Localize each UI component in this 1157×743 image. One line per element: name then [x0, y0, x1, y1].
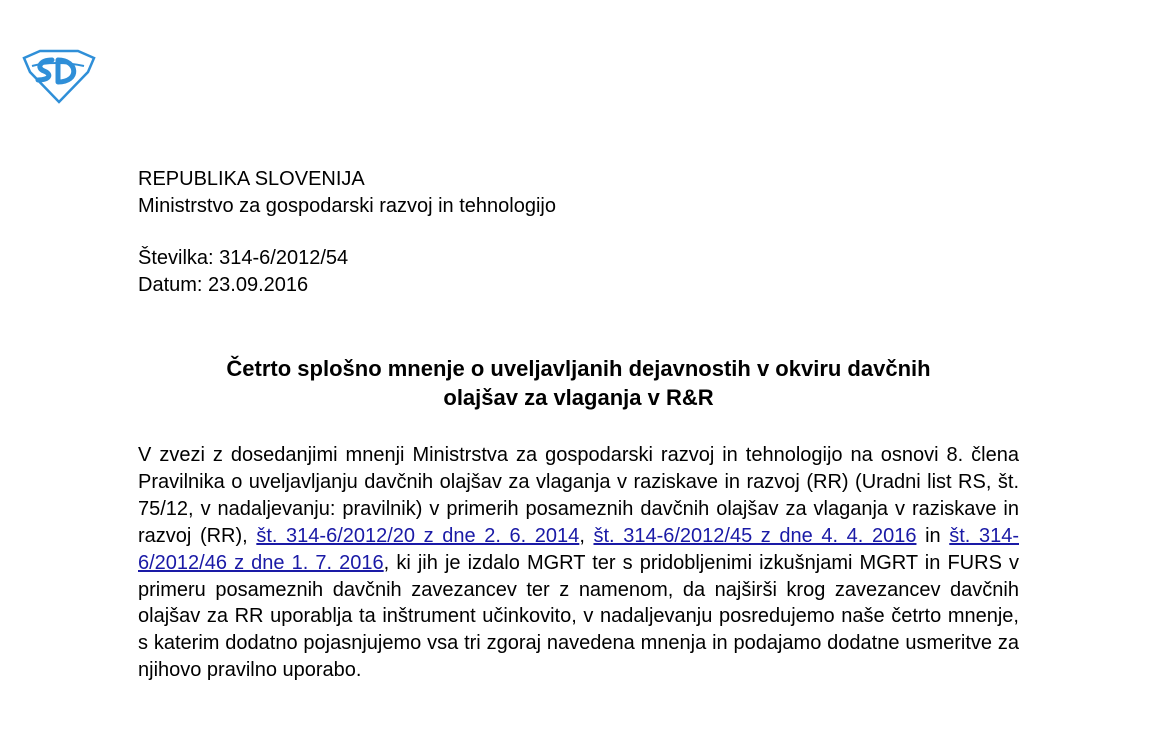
body-separator-1: ,: [579, 524, 594, 547]
body-paragraph: [138, 442, 1019, 684]
letterhead: [138, 166, 556, 220]
opinion-link-2[interactable]: št. 314-6/2012/45 z dne 4. 4. 2016: [593, 524, 917, 547]
document-meta: [138, 245, 348, 299]
sd-logo-icon: [22, 48, 96, 104]
body-text-part1: V zvezi z dosedanjimi mnenji Ministrstva za gospodarski razvoj in tehnologijo na osnovi 8. člena Pravilnika o uveljavljanju davčnih olajšav za vlaganja v raziskave in razvoj (RR) (Uradni list RS, št. 75/12, v nadaljevanju: pravilnik) v primerih posameznih davčnih olajšav za vlaganja v raziskave in razvoj (RR),: [138, 444, 1019, 547]
document-title: [138, 354, 1019, 412]
opinion-link-1[interactable]: št. 314-6/2012/20 z dne 2. 6. 2014: [256, 524, 580, 547]
body-separator-2: in: [916, 524, 950, 547]
document-number: Številka: 314-6/2012/54: [138, 247, 349, 269]
republic-name: REPUBLIKA SLOVENIJA: [138, 168, 365, 190]
ministry-name: Ministrstvo za gospodarski razvoj in tehnologijo: [138, 195, 556, 217]
document-date: Datum: 23.09.2016: [138, 274, 309, 296]
body-text-part2: , ki jih je izdalo MGRT ter s pridobljenimi izkušnjami MGRT in FURS v primeru posameznih davčnih zavezancev ter z namenom, da najširši krog zavezancev davčnih olajšav za RR uporablja ta inštrument učinkovito, v nadaljevanju posredujemo naše četrto mnenje, s katerim dodatno pojasnjujemo vsa tri zgoraj navedena mnenja in podajamo dodatne usmeritve za njihovo pravilno uporabo.: [138, 551, 1019, 682]
title-line-1: Četrto splošno mnenje o uveljavljanih dejavnostih v okviru davčnih: [226, 356, 931, 381]
title-line-2: olajšav za vlaganja v R&R: [443, 385, 714, 410]
opinion-link-3[interactable]: št. 314-6/2012/46 z dne 1. 7. 2016: [138, 524, 1019, 574]
